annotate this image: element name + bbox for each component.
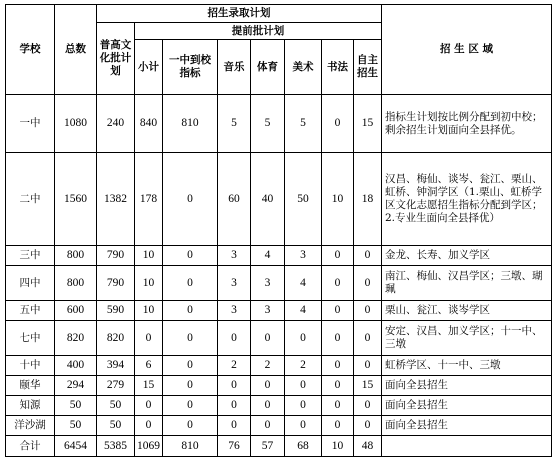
cell-to-school: 0 <box>163 153 218 246</box>
table-row <box>6 246 552 266</box>
cell-total: 294 <box>55 376 97 396</box>
cell-to-school: 0 <box>163 416 218 436</box>
header-school: 学校 <box>6 5 55 95</box>
cell-independent: 0 <box>354 246 382 266</box>
cell-school: 洋沙湖 <box>6 416 55 436</box>
cell-school: 知源 <box>6 396 55 416</box>
cell-general: 790 <box>97 246 135 266</box>
cell-calligraphy: 0 <box>322 246 354 266</box>
cell-area: 汉昌、梅仙、谈岑、瓮江、栗山、虹桥、钟洞学区（1.栗山、虹桥学区文化志愿招生指标分配到学区；2.专业生面向全县择优） <box>382 153 552 246</box>
cell-art: 68 <box>285 436 322 457</box>
cell-school: 二中 <box>6 153 55 246</box>
cell-subtotal: 10 <box>135 266 163 301</box>
cell-to-school: 0 <box>163 396 218 416</box>
header-area: 招 生 区 域 <box>382 5 552 95</box>
cell-music: 0 <box>218 376 251 396</box>
cell-art: 0 <box>285 416 322 436</box>
cell-art: 4 <box>285 301 322 321</box>
cell-total: 800 <box>55 266 97 301</box>
cell-area: 面向全县招生 <box>382 376 552 396</box>
cell-sports: 4 <box>251 246 285 266</box>
header-music: 音乐 <box>218 40 251 95</box>
cell-calligraphy: 0 <box>322 416 354 436</box>
header-to-school: 一中到校指标 <box>163 40 218 95</box>
header-subtotal: 小计 <box>135 40 163 95</box>
cell-art: 3 <box>285 246 322 266</box>
cell-calligraphy: 10 <box>322 436 354 457</box>
cell-area: 面向全县招生 <box>382 416 552 436</box>
cell-area: 指标生计划按比例分配到初中校；剩余招生计划面向全县择优。 <box>382 95 552 153</box>
cell-subtotal: 10 <box>135 246 163 266</box>
cell-independent: 18 <box>354 153 382 246</box>
cell-sports: 2 <box>251 356 285 376</box>
header-enrollment-plan: 招生录取计划 <box>97 5 382 23</box>
cell-sports: 0 <box>251 321 285 356</box>
table-row <box>6 321 552 356</box>
cell-art: 50 <box>285 153 322 246</box>
cell-total: 6454 <box>55 436 97 457</box>
cell-to-school: 810 <box>163 436 218 457</box>
cell-school: 五中 <box>6 301 55 321</box>
cell-general: 590 <box>97 301 135 321</box>
cell-area: 面向全县招生 <box>382 396 552 416</box>
cell-independent: 0 <box>354 396 382 416</box>
cell-general: 50 <box>97 416 135 436</box>
cell-area <box>382 436 552 457</box>
cell-subtotal: 15 <box>135 376 163 396</box>
cell-area: 虹桥学区、十一中、三墩 <box>382 356 552 376</box>
cell-sports: 0 <box>251 376 285 396</box>
cell-sports: 40 <box>251 153 285 246</box>
cell-school: 七中 <box>6 321 55 356</box>
cell-area: 金龙、长寿、加义学区 <box>382 246 552 266</box>
cell-independent: 0 <box>354 301 382 321</box>
cell-to-school: 0 <box>163 321 218 356</box>
cell-area: 南江、梅仙、汉昌学区；三墩、瑚珮 <box>382 266 552 301</box>
cell-to-school: 0 <box>163 376 218 396</box>
cell-sports: 57 <box>251 436 285 457</box>
header-early-batch-plan: 提前批计划 <box>135 23 382 40</box>
cell-general: 5385 <box>97 436 135 457</box>
cell-general: 279 <box>97 376 135 396</box>
table-row <box>6 436 552 457</box>
cell-art: 4 <box>285 266 322 301</box>
table-row <box>6 301 552 321</box>
header-total: 总数 <box>55 5 97 95</box>
cell-school: 三中 <box>6 246 55 266</box>
cell-music: 2 <box>218 356 251 376</box>
cell-independent: 48 <box>354 436 382 457</box>
cell-general: 394 <box>97 356 135 376</box>
cell-area: 安定、汉昌、加义学区；十一中、三墩 <box>382 321 552 356</box>
cell-music: 0 <box>218 416 251 436</box>
cell-calligraphy: 0 <box>322 95 354 153</box>
cell-subtotal: 10 <box>135 301 163 321</box>
header-art: 美术 <box>285 40 322 95</box>
cell-school: 颐华 <box>6 376 55 396</box>
header-calligraphy: 书法 <box>322 40 354 95</box>
cell-subtotal: 0 <box>135 396 163 416</box>
cell-school: 四中 <box>6 266 55 301</box>
cell-sports: 3 <box>251 266 285 301</box>
header-sports: 体育 <box>251 40 285 95</box>
cell-music: 3 <box>218 266 251 301</box>
cell-total: 800 <box>55 246 97 266</box>
cell-music: 0 <box>218 396 251 416</box>
cell-independent: 15 <box>354 95 382 153</box>
header-general: 普高文化批计划 <box>97 23 135 95</box>
cell-subtotal: 840 <box>135 95 163 153</box>
cell-total: 1560 <box>55 153 97 246</box>
cell-music: 76 <box>218 436 251 457</box>
cell-total: 50 <box>55 416 97 436</box>
cell-music: 0 <box>218 321 251 356</box>
cell-total: 50 <box>55 396 97 416</box>
cell-sports: 0 <box>251 416 285 436</box>
cell-subtotal: 1069 <box>135 436 163 457</box>
cell-sports: 3 <box>251 301 285 321</box>
cell-independent: 15 <box>354 376 382 396</box>
table-row <box>6 416 552 436</box>
cell-general: 240 <box>97 95 135 153</box>
cell-subtotal: 0 <box>135 416 163 436</box>
cell-total: 820 <box>55 321 97 356</box>
cell-subtotal: 0 <box>135 321 163 356</box>
cell-school: 合计 <box>6 436 55 457</box>
cell-art: 2 <box>285 356 322 376</box>
cell-total: 1080 <box>55 95 97 153</box>
cell-art: 5 <box>285 95 322 153</box>
cell-general: 50 <box>97 396 135 416</box>
cell-to-school: 0 <box>163 301 218 321</box>
table-body <box>6 95 552 457</box>
cell-total: 600 <box>55 301 97 321</box>
cell-calligraphy: 0 <box>322 301 354 321</box>
cell-school: 十中 <box>6 356 55 376</box>
cell-area: 栗山、瓮江、谈岑学区 <box>382 301 552 321</box>
header-independent: 自主招生 <box>354 40 382 95</box>
cell-independent: 0 <box>354 266 382 301</box>
cell-art: 0 <box>285 396 322 416</box>
cell-subtotal: 178 <box>135 153 163 246</box>
cell-calligraphy: 0 <box>322 321 354 356</box>
table-row <box>6 376 552 396</box>
cell-music: 5 <box>218 95 251 153</box>
cell-sports: 0 <box>251 396 285 416</box>
cell-art: 0 <box>285 376 322 396</box>
cell-to-school: 0 <box>163 246 218 266</box>
cell-sports: 5 <box>251 95 285 153</box>
table-row <box>6 95 552 153</box>
table-row <box>6 396 552 416</box>
cell-calligraphy: 0 <box>322 266 354 301</box>
cell-independent: 0 <box>354 356 382 376</box>
cell-music: 60 <box>218 153 251 246</box>
enrollment-plan-table <box>5 4 552 457</box>
cell-independent: 0 <box>354 416 382 436</box>
cell-calligraphy: 10 <box>322 153 354 246</box>
table-row <box>6 153 552 246</box>
table-row <box>6 266 552 301</box>
cell-to-school: 0 <box>163 356 218 376</box>
cell-general: 790 <box>97 266 135 301</box>
cell-calligraphy: 0 <box>322 356 354 376</box>
cell-to-school: 810 <box>163 95 218 153</box>
table-row <box>6 356 552 376</box>
cell-general: 1382 <box>97 153 135 246</box>
cell-art: 0 <box>285 321 322 356</box>
cell-independent: 0 <box>354 321 382 356</box>
cell-total: 400 <box>55 356 97 376</box>
cell-calligraphy: 0 <box>322 396 354 416</box>
cell-music: 3 <box>218 301 251 321</box>
cell-school: 一中 <box>6 95 55 153</box>
cell-subtotal: 6 <box>135 356 163 376</box>
cell-general: 820 <box>97 321 135 356</box>
cell-music: 3 <box>218 246 251 266</box>
cell-to-school: 0 <box>163 266 218 301</box>
cell-calligraphy: 0 <box>322 376 354 396</box>
